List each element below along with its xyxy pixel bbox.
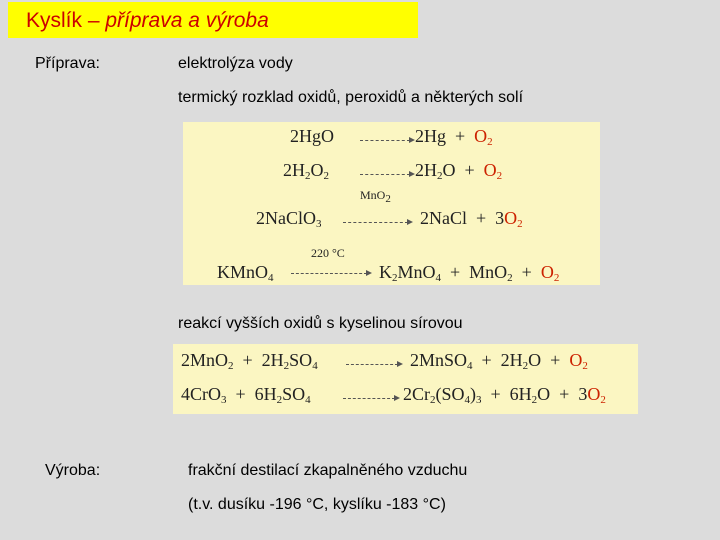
eq5-arrow [346, 364, 398, 365]
boiling-points-note: (t.v. dusíku -196 °C, kyslíku -183 °C) [188, 496, 446, 513]
production-label: Výroba: [45, 462, 101, 479]
eq3-arrow [343, 222, 408, 223]
eq6-arrow [343, 398, 395, 399]
eq5-right: 2MnSO$_4$ + $2H_2O + O_2$ [410, 350, 588, 372]
eq6-left: $4CrO_3 + 6H_2SO_4$ [181, 384, 311, 406]
eq5-left: $2MnO_2 + 2H_2SO_4$ [181, 350, 318, 372]
title-main: Kyslík [26, 9, 83, 32]
method-fractional-distillation: frakční destilací zkapalněného vzduchu [188, 462, 468, 479]
eq6-right: $2Cr_2(SO_4)_3 + 6H_2O + 3O_2$ [403, 384, 606, 406]
thermal-equations-box [183, 122, 600, 285]
eq3-left: 2NaClO$_3$ [256, 208, 322, 230]
title-subtitle: příprava a výroba [105, 9, 269, 32]
temperature-label: 220 °C [311, 246, 345, 260]
page-title [26, 9, 269, 33]
eq4-right: $K_2MnO_4 + MnO_2 + O_2$ [379, 262, 560, 284]
eq1-arrow [360, 140, 410, 141]
eq1-left: 2HgO [290, 126, 334, 146]
method-thermal-decomposition: termický rozklad oxidů, peroxidů a některých solí [178, 89, 524, 106]
eq1-right: $2Hg + O_2$ [415, 126, 493, 148]
method-electrolysis: elektrolýza vody [178, 55, 293, 72]
preparation-label: Příprava: [35, 55, 100, 72]
eq2-arrow [360, 174, 410, 175]
eq2-right: $2H_2O + O_2$ [415, 160, 503, 182]
oxide-equations-box [173, 344, 638, 414]
eq3-right: 2NaCl + $3O_2$ [420, 208, 523, 230]
title-bar [8, 2, 418, 38]
title-separator: – [82, 9, 106, 32]
catalyst-label: MnO$_2$ [360, 188, 391, 205]
eq4-left: KMnO$_4$ [217, 262, 274, 284]
eq2-left: $2H_2O_2$ [283, 160, 329, 182]
method-higher-oxides: reakcí vyšších oxidů s kyselinou sírovou [178, 315, 463, 332]
eq4-arrow [291, 273, 367, 274]
